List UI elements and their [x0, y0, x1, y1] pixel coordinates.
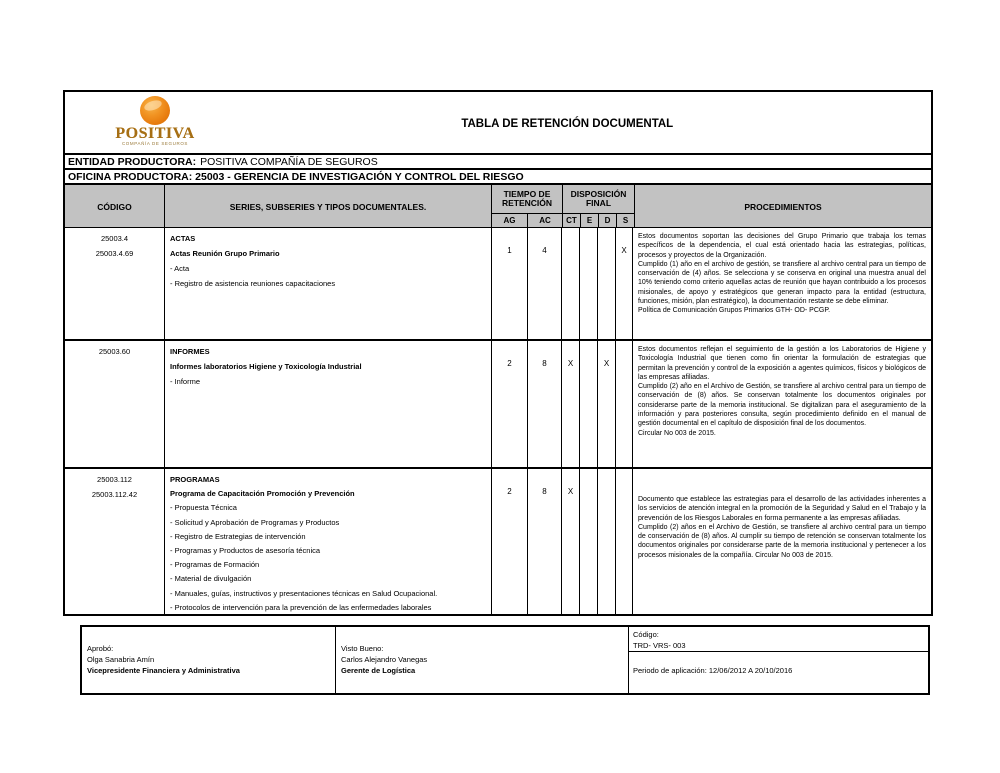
header-disposicion-subrow	[563, 214, 634, 227]
serie-title: ACTAS	[170, 234, 196, 243]
entidad-label: ENTIDAD PRODUCTORA:	[68, 156, 197, 168]
table-row-actas	[65, 227, 931, 339]
header-s: S	[622, 216, 629, 225]
entidad-productora-row	[65, 153, 931, 168]
header-ac: AC	[539, 216, 551, 225]
subserie-title: Actas Reunión Grupo Primario	[170, 249, 280, 258]
subserie-title: Programa de Capacitación Promoción y Prevención	[170, 489, 355, 499]
ag-value: 2	[492, 341, 528, 467]
s-value	[616, 469, 633, 614]
tipos-documentales-list: - Informe	[170, 377, 201, 386]
header-group-tiempo-retencion	[492, 185, 563, 227]
ac-value: 4	[528, 228, 562, 339]
procedimientos-cell: Estos documentos soportan las decisiones del Grupo Primario que trabaja los temas específicos de la dependencia, el cual está orientado hacia las estrategias, políticas, procesos y proyectos de la Organización. Cumplido (1) año en el archivo de gestión, se transfiere al archivo central para un tiempo de conservación de (4) años. Se selecciona y se conserva en original una muestra anual del 10% teniendo como criterio aquellas actas de reunión que hayan contribuido a los procesos misionales, de apoyo y estratégicos que generan impacto para la entidad (estructura, funciones, misión, plan estratégico), la documentación restante se debe eliminar. Política de Comunicación Grupos Primarios GTH- OD- PCGP.	[638, 233, 926, 315]
header-codigo: CÓDIGO	[65, 185, 165, 229]
ag-value: 2	[492, 469, 528, 614]
page-title: TABLA DE RETENCIÓN DOCUMENTAL	[461, 118, 674, 130]
codigo-box	[629, 627, 928, 652]
positiva-sphere-icon	[140, 96, 170, 125]
logo-wordmark: POSITIVA	[99, 126, 211, 141]
trd-document-table	[63, 90, 933, 616]
series-cell	[165, 469, 492, 614]
ct-value	[562, 228, 580, 339]
visto-bueno-title: Gerente de Logística	[341, 666, 416, 675]
e-value	[580, 228, 598, 339]
series-cell	[165, 341, 492, 467]
codigo-cell: 25003.112 25003.112.42	[65, 469, 165, 614]
table-row-informes	[65, 339, 931, 467]
header-disposicion-final: DISPOSICIÓN FINAL	[563, 185, 634, 214]
aprobo-label: Aprobó:	[87, 644, 114, 653]
periodo-aplicacion: Periodo de aplicación: 12/06/2012 A 20/10/2016	[633, 666, 793, 675]
s-value: X	[616, 228, 633, 339]
ct-value: X	[562, 341, 580, 467]
d-value: X	[598, 341, 616, 467]
procedimientos-cell: Estos documentos reflejan el seguimiento de la gestión a los Laboratorios de Higiene y Toxicología Industrial que tienen como fin orientar la formulación de estrategias que permitan la prevención y control de la exposición a agentes químicos, físicos y biológicos de las empresas afiliadas. Cumplido (2) año en el Archivo de Gestión, se transfiere al archivo central para un tiempo de conservación de (8) años. Se conservan totalmente los documentos originales por considerarse parte de la memoria institucional. Se digitalizan para el aseguramiento de la información y para posteriores consulta, según procedimiento definido en el manual de gestión documental en el capítulo de disposición final de los documentos. Circular No 003 de 2015.	[638, 346, 926, 437]
header-tiempo-retencion: TIEMPO DE RETENCIÓN	[492, 185, 562, 214]
header-ct: CT	[563, 214, 581, 227]
codigo-cell: 25003.60	[65, 341, 165, 467]
oficina-productora-row: OFICINA PRODUCTORA: 25003 - GERENCIA DE INVESTIGACIÓN Y CONTROL DEL RIESGO	[65, 168, 931, 183]
tipos-documentales-list: - Propuesta Técnica - Solicitud y Aprobación de Programas y Productos - Registro de Estrategias de intervención - Programas y Productos de asesoría técnica - Programas de Formación - Material de divulgación - Manuales, guías, instructivos y presentaciones técnicas en Salud Ocupacional. - Protocolos de intervención para la prevención de las enfermedades laborales	[170, 503, 438, 612]
header-ag: AG	[492, 214, 528, 227]
e-value	[580, 469, 598, 614]
table-header	[65, 183, 931, 227]
positiva-logo	[99, 96, 211, 147]
e-value	[580, 341, 598, 467]
s-value	[616, 341, 633, 467]
d-value	[598, 469, 616, 614]
codigo-value: TRD- VRS- 003	[633, 641, 686, 650]
logo-subtitle: COMPAÑÍA DE SEGUROS	[121, 141, 189, 146]
aprobo-cell	[82, 627, 336, 693]
ac-value: 8	[528, 469, 562, 614]
header-group-disposicion-final	[563, 185, 635, 227]
serie-title: INFORMES	[170, 347, 210, 356]
visto-bueno-label: Visto Bueno:	[341, 644, 384, 653]
entidad-value: POSITIVA COMPAÑÍA DE SEGUROS	[200, 156, 378, 168]
header-series: SERIES, SUBSERIES Y TIPOS DOCUMENTALES.	[165, 185, 492, 229]
ct-value: X	[562, 469, 580, 614]
visto-bueno-cell	[336, 627, 629, 693]
serie-title: PROGRAMAS	[170, 475, 220, 484]
codigo-periodo-cell	[629, 627, 928, 693]
periodo-box	[629, 652, 928, 693]
visto-bueno-name: Carlos Alejandro Vanegas	[341, 655, 428, 664]
subserie-title: Informes laboratorios Higiene y Toxicología Industrial	[170, 362, 362, 371]
ag-value: 1	[492, 228, 528, 339]
procedimientos-cell: Documento que establece las estrategias para el desarrollo de las actividades inherentes a los servicios de atención integral en la promoción de la Seguridad y Salud en el Trabajo y la prevención de los Riesgos Laborales en forma permanente a las empresas afiliadas. Cumplido (2) años en el Archivo de Gestión, se transfiere al archivo central para un tiempo de conservación de (8) años. Al cumplir su tiempo de retención se conservan totalmente los documentos originales por considerarse parte de la memoria institucional y pertenecer a los procesos misionales de la compañía. Circular No 003 de 2015.	[638, 496, 926, 559]
aprobo-title: Vicepresidente Financiera y Administrativa	[87, 666, 240, 675]
ac-value: 8	[528, 341, 562, 467]
header-e: E	[581, 214, 599, 227]
d-value	[598, 228, 616, 339]
codigo-label: Código:	[633, 630, 659, 639]
table-row-programas	[65, 467, 931, 614]
document-header-band	[65, 92, 931, 153]
series-cell	[165, 228, 492, 339]
header-tiempo-subrow	[492, 214, 562, 227]
codigo-cell: 25003.4 25003.4.69	[65, 228, 165, 339]
approval-footer	[80, 625, 930, 695]
aprobo-name: Olga Sanabria Amín	[87, 655, 155, 664]
header-procedimientos: PROCEDIMIENTOS	[744, 202, 822, 212]
header-d: D	[599, 214, 617, 227]
tipos-documentales-list: - Acta - Registro de asistencia reuniones capacitaciones	[170, 264, 336, 288]
